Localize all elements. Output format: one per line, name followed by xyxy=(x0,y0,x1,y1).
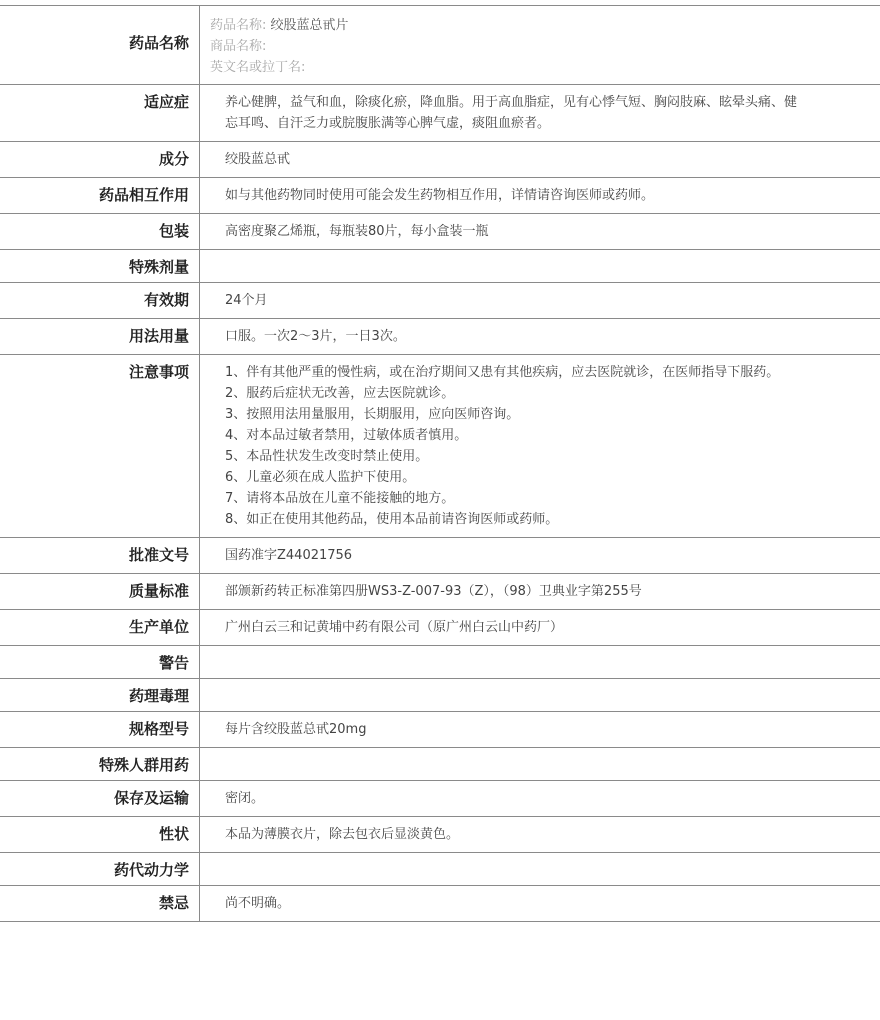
row-pharmacology xyxy=(0,679,880,712)
precaution-item: 1、伴有其他严重的慢性病，或在治疗期间又患有其他疾病，应去医院就诊，在医师指导下服药。 xyxy=(225,365,780,380)
row-special-dosage xyxy=(0,250,880,283)
value-interactions: 如与其他药物同时使用可能会发生药物相互作用，详情请咨询医师或药师。 xyxy=(225,188,655,203)
label-package: 包装 xyxy=(158,222,189,240)
label-specification: 规格型号 xyxy=(128,720,189,738)
value-dosage: 口服。一次2～3片，一日3次。 xyxy=(225,329,406,344)
row-label xyxy=(0,679,200,711)
value-special-population xyxy=(200,748,880,780)
row-precautions xyxy=(0,355,880,538)
row-description xyxy=(0,817,880,853)
row-quality-standard xyxy=(0,574,880,610)
precaution-item: 6、儿童必须在成人监护下使用。 xyxy=(225,470,416,485)
row-label xyxy=(0,85,200,141)
english-name-key: 英文名或拉丁名: xyxy=(210,60,306,75)
row-label xyxy=(0,853,200,885)
row-label xyxy=(0,781,200,816)
label-description: 性状 xyxy=(158,825,189,843)
precaution-item: 5、本品性状发生改变时禁止使用。 xyxy=(225,449,429,464)
row-label xyxy=(0,6,200,84)
row-storage xyxy=(0,781,880,817)
label-storage: 保存及运输 xyxy=(113,789,189,807)
value-quality-standard: 部颁新药转正标准第四册WS3-Z-007-93（Z），（98）卫典业字第255号 xyxy=(225,584,642,599)
label-warning: 警告 xyxy=(158,654,189,672)
row-approval-number xyxy=(0,538,880,574)
row-label xyxy=(0,355,200,537)
precaution-item: 3、按照用法用量服用，长期服用，应向医师咨询。 xyxy=(225,407,520,422)
row-specification xyxy=(0,712,880,748)
row-label xyxy=(0,712,200,747)
label-quality-standard: 质量标准 xyxy=(128,582,189,600)
row-label xyxy=(0,214,200,249)
row-label xyxy=(0,178,200,213)
value-pharmacology xyxy=(200,679,880,711)
row-label xyxy=(0,817,200,852)
precaution-item: 2、服药后症状无改善，应去医院就诊。 xyxy=(225,386,455,401)
label-indications: 适应症 xyxy=(143,93,189,111)
value-indications: 养心健脾，益气和血，除痰化瘀，降血脂。用于高血脂症，见有心悸气短、胸闷肢麻、眩晕头痛、健忘耳鸣、自汗乏力或脘腹胀满等心脾气虚，痰阻血瘀者。 xyxy=(225,95,798,131)
label-pharmacology: 药理毒理 xyxy=(128,687,189,705)
trade-name-key: 商品名称: xyxy=(210,39,267,54)
trade-name-line xyxy=(210,36,870,57)
row-value xyxy=(200,6,880,84)
precaution-item: 8、如正在使用其他药品，使用本品前请咨询医师或药师。 xyxy=(225,512,559,527)
row-label xyxy=(0,748,200,780)
row-interactions xyxy=(0,178,880,214)
value-ingredients: 绞股蓝总甙 xyxy=(225,152,291,167)
row-special-population xyxy=(0,748,880,781)
row-ingredients xyxy=(0,142,880,178)
row-contraindications xyxy=(0,886,880,922)
label-precautions: 注意事项 xyxy=(128,363,189,381)
value-package: 高密度聚乙烯瓶，每瓶装80片，每小盒装一瓶 xyxy=(225,224,489,239)
row-label xyxy=(0,142,200,177)
generic-name-line xyxy=(210,15,870,36)
label-shelf-life: 有效期 xyxy=(143,291,189,309)
label-approval-number: 批准文号 xyxy=(128,546,189,564)
value-contraindications: 尚不明确。 xyxy=(225,896,291,911)
row-label xyxy=(0,646,200,678)
precaution-item: 7、请将本品放在儿童不能接触的地方。 xyxy=(225,491,455,506)
label-pharmacokinetics: 药代动力学 xyxy=(113,861,189,879)
label-dosage: 用法用量 xyxy=(128,327,189,345)
label-special-population: 特殊人群用药 xyxy=(98,756,189,774)
drug-info-table xyxy=(0,5,880,922)
row-indications xyxy=(0,85,880,142)
generic-name-key: 药品名称: xyxy=(210,18,267,33)
value-manufacturer: 广州白云三和记黄埔中药有限公司（原广州白云山中药厂） xyxy=(225,620,564,635)
row-label xyxy=(0,538,200,573)
english-name-line xyxy=(210,57,870,78)
row-manufacturer xyxy=(0,610,880,646)
label-ingredients: 成分 xyxy=(158,150,189,168)
label-drug-name: 药品名称 xyxy=(128,34,189,52)
value-special-dosage xyxy=(200,250,880,282)
value-description: 本品为薄膜衣片，除去包衣后显淡黄色。 xyxy=(225,827,460,842)
label-manufacturer: 生产单位 xyxy=(128,618,189,636)
row-label xyxy=(0,886,200,921)
row-dosage xyxy=(0,319,880,355)
row-label xyxy=(0,610,200,645)
row-label xyxy=(0,319,200,354)
value-specification: 每片含绞股蓝总甙20mg xyxy=(225,722,367,737)
row-warning xyxy=(0,646,880,679)
row-label xyxy=(0,574,200,609)
precaution-item: 4、对本品过敏者禁用，过敏体质者慎用。 xyxy=(225,428,468,443)
row-label xyxy=(0,283,200,318)
label-interactions: 药品相互作用 xyxy=(98,186,189,204)
value-approval-number: 国药准字Z44021756 xyxy=(225,548,353,563)
row-shelf-life xyxy=(0,283,880,319)
row-drug-name xyxy=(0,6,880,85)
value-pharmacokinetics xyxy=(200,853,880,885)
value-precautions xyxy=(200,355,880,537)
value-storage: 密闭。 xyxy=(225,791,265,806)
row-package xyxy=(0,214,880,250)
value-warning xyxy=(200,646,880,678)
row-pharmacokinetics xyxy=(0,853,880,886)
label-contraindications: 禁忌 xyxy=(158,894,189,912)
label-special-dosage: 特殊剂量 xyxy=(128,258,189,276)
generic-name-value: 绞股蓝总甙片 xyxy=(270,18,349,33)
row-label xyxy=(0,250,200,282)
value-shelf-life: 24个月 xyxy=(225,293,268,308)
